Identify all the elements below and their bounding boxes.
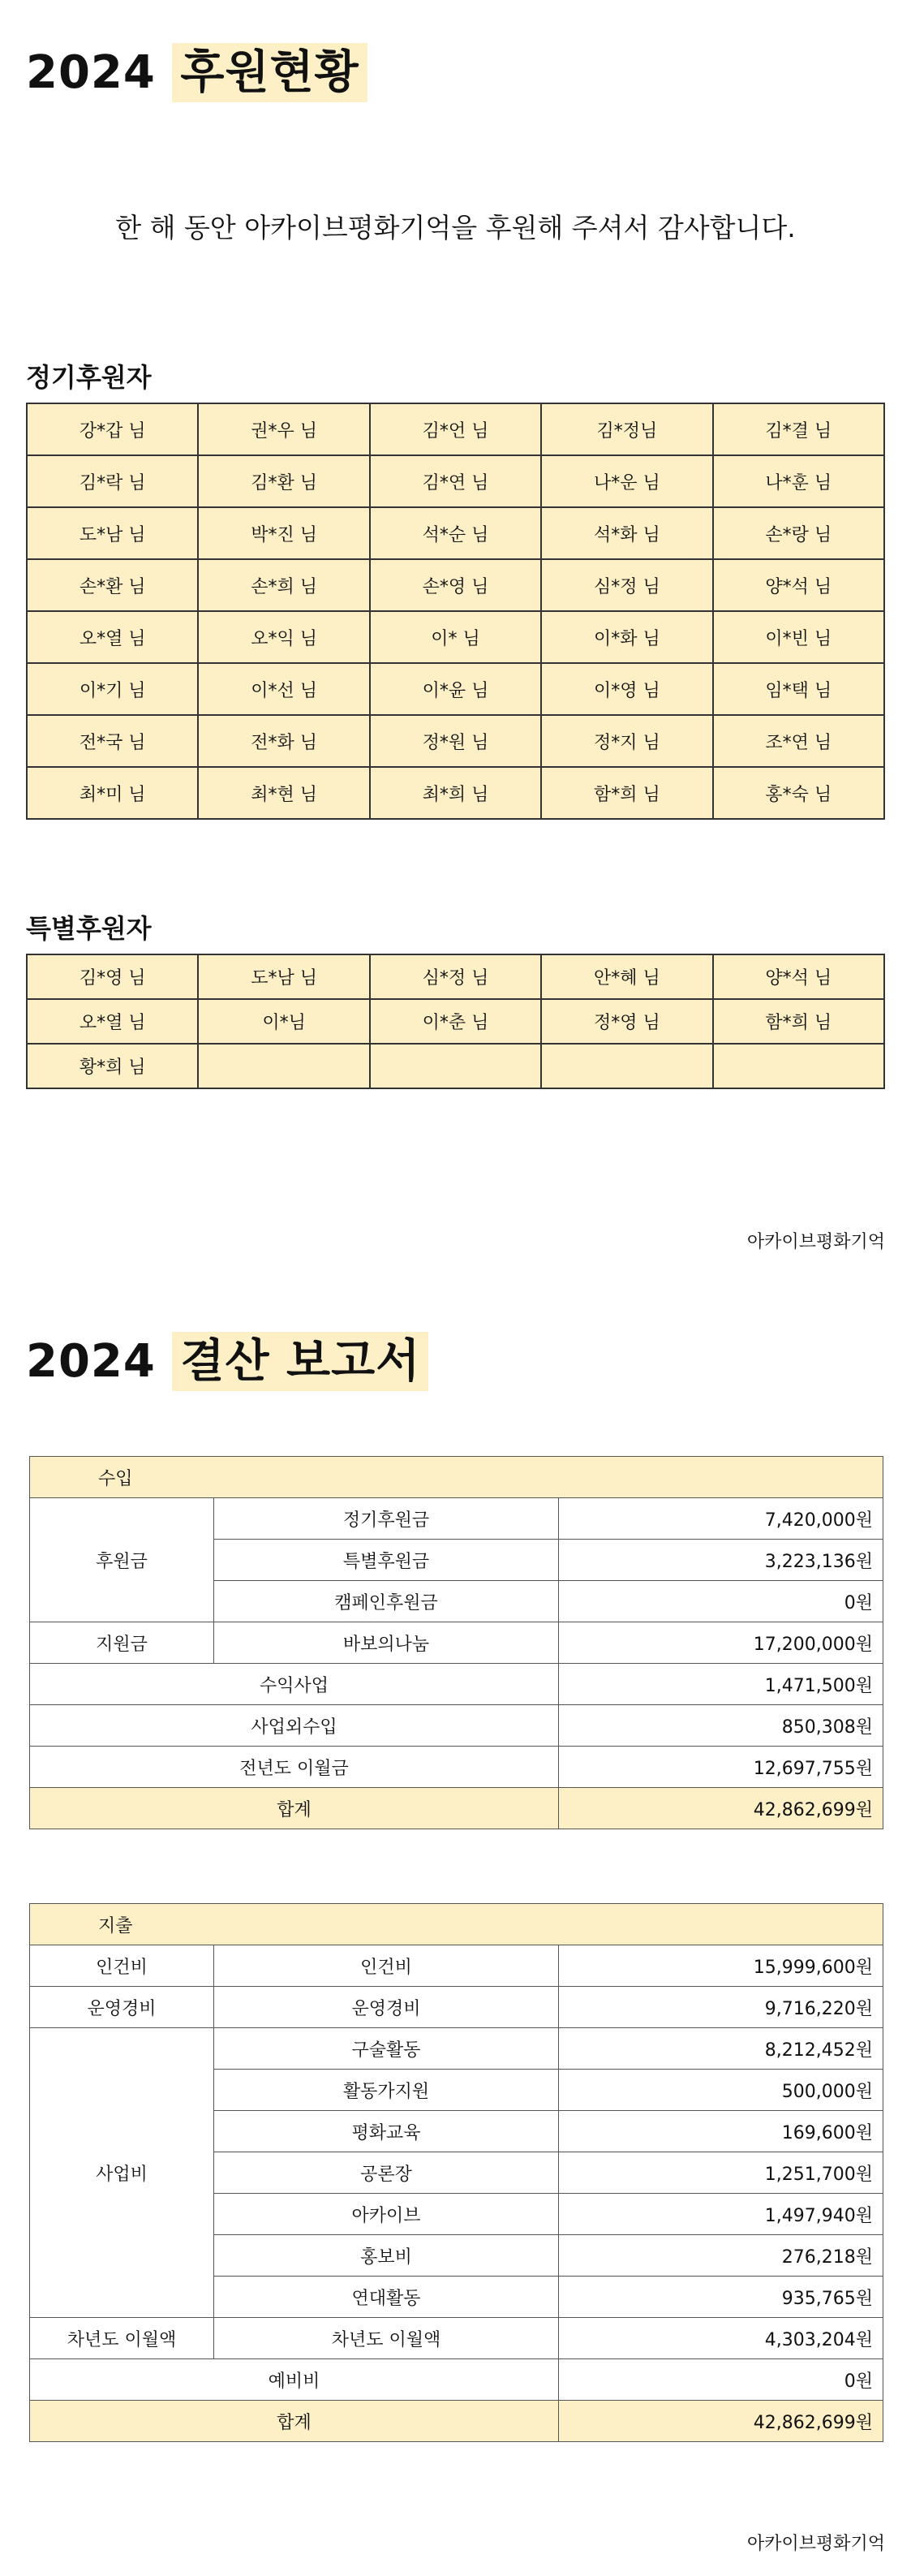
expense-group-personnel: 인건비 [30, 1945, 214, 1987]
donation-signature: 아카이브평화기억 [746, 1232, 885, 1252]
donor-cell: 임*택 님 [713, 663, 884, 715]
income-header: 수입 [30, 1457, 214, 1498]
item-label: 예비비 [30, 2359, 559, 2401]
donor-cell: 함*희 님 [541, 767, 712, 819]
donor-cell: 최*현 님 [198, 767, 369, 819]
regular-donors-table [26, 403, 885, 820]
item-amount: 1,497,940원 [559, 2194, 883, 2235]
item-amount: 7,420,000원 [559, 1498, 883, 1540]
donor-cell: 양*석 님 [713, 559, 884, 611]
item-label: 캠페인후원금 [214, 1581, 559, 1622]
item-label: 평화교육 [214, 2111, 559, 2152]
donor-cell: 이*빈 님 [713, 611, 884, 663]
total-label: 합계 [30, 2401, 559, 2442]
item-amount: 15,999,600원 [559, 1945, 883, 1987]
donor-cell: 김*언 님 [370, 403, 541, 455]
item-amount: 850,308원 [559, 1705, 883, 1747]
donor-row [27, 715, 884, 767]
donor-cell [198, 1044, 369, 1088]
donor-cell: 강*갑 님 [27, 403, 198, 455]
donor-cell: 이*윤 님 [370, 663, 541, 715]
donor-cell [541, 1044, 712, 1088]
donor-cell: 김*영 님 [27, 954, 198, 999]
donor-cell: 전*화 님 [198, 715, 369, 767]
expense-header-row [30, 1904, 883, 1945]
expense-group-operations: 운영경비 [30, 1987, 214, 2028]
donation-section-title [26, 46, 367, 99]
donor-row [27, 611, 884, 663]
total-label: 합계 [30, 1788, 559, 1829]
item-label: 전년도 이월금 [30, 1747, 559, 1788]
item-amount: 0원 [559, 2359, 883, 2401]
donor-cell: 권*우 님 [198, 403, 369, 455]
income-group-donation: 후원금 [30, 1498, 214, 1622]
item-amount: 12,697,755원 [559, 1747, 883, 1788]
donor-cell: 손*랑 님 [713, 507, 884, 559]
donor-cell: 심*정 님 [370, 954, 541, 999]
donor-cell: 이*춘 님 [370, 999, 541, 1044]
item-label: 연대활동 [214, 2277, 559, 2318]
item-label: 바보의나눔 [214, 1622, 559, 1664]
table-row [30, 2028, 883, 2070]
expense-table [29, 1903, 883, 2442]
donor-cell [713, 1044, 884, 1088]
donor-cell: 정*영 님 [541, 999, 712, 1044]
donor-row [27, 999, 884, 1044]
donor-cell: 이*화 님 [541, 611, 712, 663]
item-amount: 17,200,000원 [559, 1622, 883, 1664]
table-row [30, 1705, 883, 1747]
table-row [30, 2359, 883, 2401]
expense-header: 지출 [30, 1904, 214, 1945]
donor-row [27, 663, 884, 715]
item-amount: 935,765원 [559, 2277, 883, 2318]
report-title-year: 2024 [26, 1335, 156, 1388]
donor-cell: 심*정 님 [541, 559, 712, 611]
expense-group-carryover: 차년도 이월액 [30, 2318, 214, 2359]
item-label: 수익사업 [30, 1664, 559, 1705]
item-label: 정기후원금 [214, 1498, 559, 1540]
item-label: 사업외수입 [30, 1705, 559, 1747]
donor-cell: 손*희 님 [198, 559, 369, 611]
income-total-row [30, 1788, 883, 1829]
donor-cell: 석*순 님 [370, 507, 541, 559]
item-label: 운영경비 [214, 1987, 559, 2028]
donor-cell: 황*희 님 [27, 1044, 198, 1088]
item-amount: 9,716,220원 [559, 1987, 883, 2028]
donor-cell: 나*운 님 [541, 455, 712, 507]
donor-cell: 이*기 님 [27, 663, 198, 715]
donor-row [27, 403, 884, 455]
table-row [30, 1987, 883, 2028]
item-label: 활동가지원 [214, 2070, 559, 2111]
table-row [30, 1498, 883, 1540]
item-label: 아카이브 [214, 2194, 559, 2235]
income-table [29, 1456, 883, 1829]
item-amount: 1,251,700원 [559, 2152, 883, 2194]
table-row [30, 1945, 883, 1987]
item-amount: 4,303,204원 [559, 2318, 883, 2359]
donor-row [27, 507, 884, 559]
item-label: 공론장 [214, 2152, 559, 2194]
donor-cell: 전*국 님 [27, 715, 198, 767]
donor-cell: 오*열 님 [27, 611, 198, 663]
donor-cell: 양*석 님 [713, 954, 884, 999]
donor-cell: 김*연 님 [370, 455, 541, 507]
donation-title-highlight: 후원현황 [172, 43, 367, 102]
donor-cell: 최*희 님 [370, 767, 541, 819]
donor-cell: 함*희 님 [713, 999, 884, 1044]
item-amount: 500,000원 [559, 2070, 883, 2111]
table-row [30, 1664, 883, 1705]
donor-cell: 김*락 님 [27, 455, 198, 507]
expense-group-projects: 사업비 [30, 2028, 214, 2318]
item-amount: 0원 [559, 1581, 883, 1622]
donor-cell: 이* 님 [370, 611, 541, 663]
donor-cell: 정*원 님 [370, 715, 541, 767]
donor-cell: 김*정님 [541, 403, 712, 455]
donor-cell: 정*지 님 [541, 715, 712, 767]
donor-cell: 김*결 님 [713, 403, 884, 455]
donor-cell: 도*남 님 [27, 507, 198, 559]
donor-cell: 석*화 님 [541, 507, 712, 559]
donor-cell: 오*익 님 [198, 611, 369, 663]
thank-you-message: 한 해 동안 아카이브평화기억을 후원해 주셔서 감사합니다. [115, 212, 796, 243]
table-row [30, 2318, 883, 2359]
regular-donors-heading: 정기후원자 [26, 362, 152, 393]
total-amount: 42,862,699원 [559, 2401, 883, 2442]
report-section-title [26, 1335, 428, 1388]
donor-cell: 손*환 님 [27, 559, 198, 611]
item-label: 홍보비 [214, 2235, 559, 2277]
donor-cell: 도*남 님 [198, 954, 369, 999]
donor-cell: 이*영 님 [541, 663, 712, 715]
donor-cell: 김*환 님 [198, 455, 369, 507]
donation-title-year: 2024 [26, 46, 156, 99]
donor-row [27, 455, 884, 507]
donor-cell [370, 1044, 541, 1088]
expense-total-row [30, 2401, 883, 2442]
item-amount: 8,212,452원 [559, 2028, 883, 2070]
total-amount: 42,862,699원 [559, 1788, 883, 1829]
special-donors-table [26, 954, 885, 1089]
income-header-row [30, 1457, 883, 1498]
report-title-highlight: 결산 보고서 [172, 1332, 428, 1391]
donor-cell: 손*영 님 [370, 559, 541, 611]
donor-row [27, 767, 884, 819]
donor-cell: 박*진 님 [198, 507, 369, 559]
item-label: 구술활동 [214, 2028, 559, 2070]
donor-row [27, 954, 884, 999]
item-amount: 276,218원 [559, 2235, 883, 2277]
report-signature: 아카이브평화기억 [746, 2534, 885, 2554]
item-label: 인건비 [214, 1945, 559, 1987]
donor-row [27, 559, 884, 611]
item-amount: 169,600원 [559, 2111, 883, 2152]
donor-cell: 이*선 님 [198, 663, 369, 715]
donor-row [27, 1044, 884, 1088]
item-amount: 3,223,136원 [559, 1540, 883, 1581]
table-row [30, 1622, 883, 1664]
donor-cell: 조*연 님 [713, 715, 884, 767]
item-label: 특별후원금 [214, 1540, 559, 1581]
donor-cell: 홍*숙 님 [713, 767, 884, 819]
donor-cell: 최*미 님 [27, 767, 198, 819]
donor-cell: 안*혜 님 [541, 954, 712, 999]
donor-cell: 이*님 [198, 999, 369, 1044]
donor-cell: 오*열 님 [27, 999, 198, 1044]
special-donors-heading: 특별후원자 [26, 913, 152, 944]
table-row [30, 1747, 883, 1788]
income-group-grant: 지원금 [30, 1622, 214, 1664]
item-label: 차년도 이월액 [214, 2318, 559, 2359]
donor-cell: 나*훈 님 [713, 455, 884, 507]
item-amount: 1,471,500원 [559, 1664, 883, 1705]
